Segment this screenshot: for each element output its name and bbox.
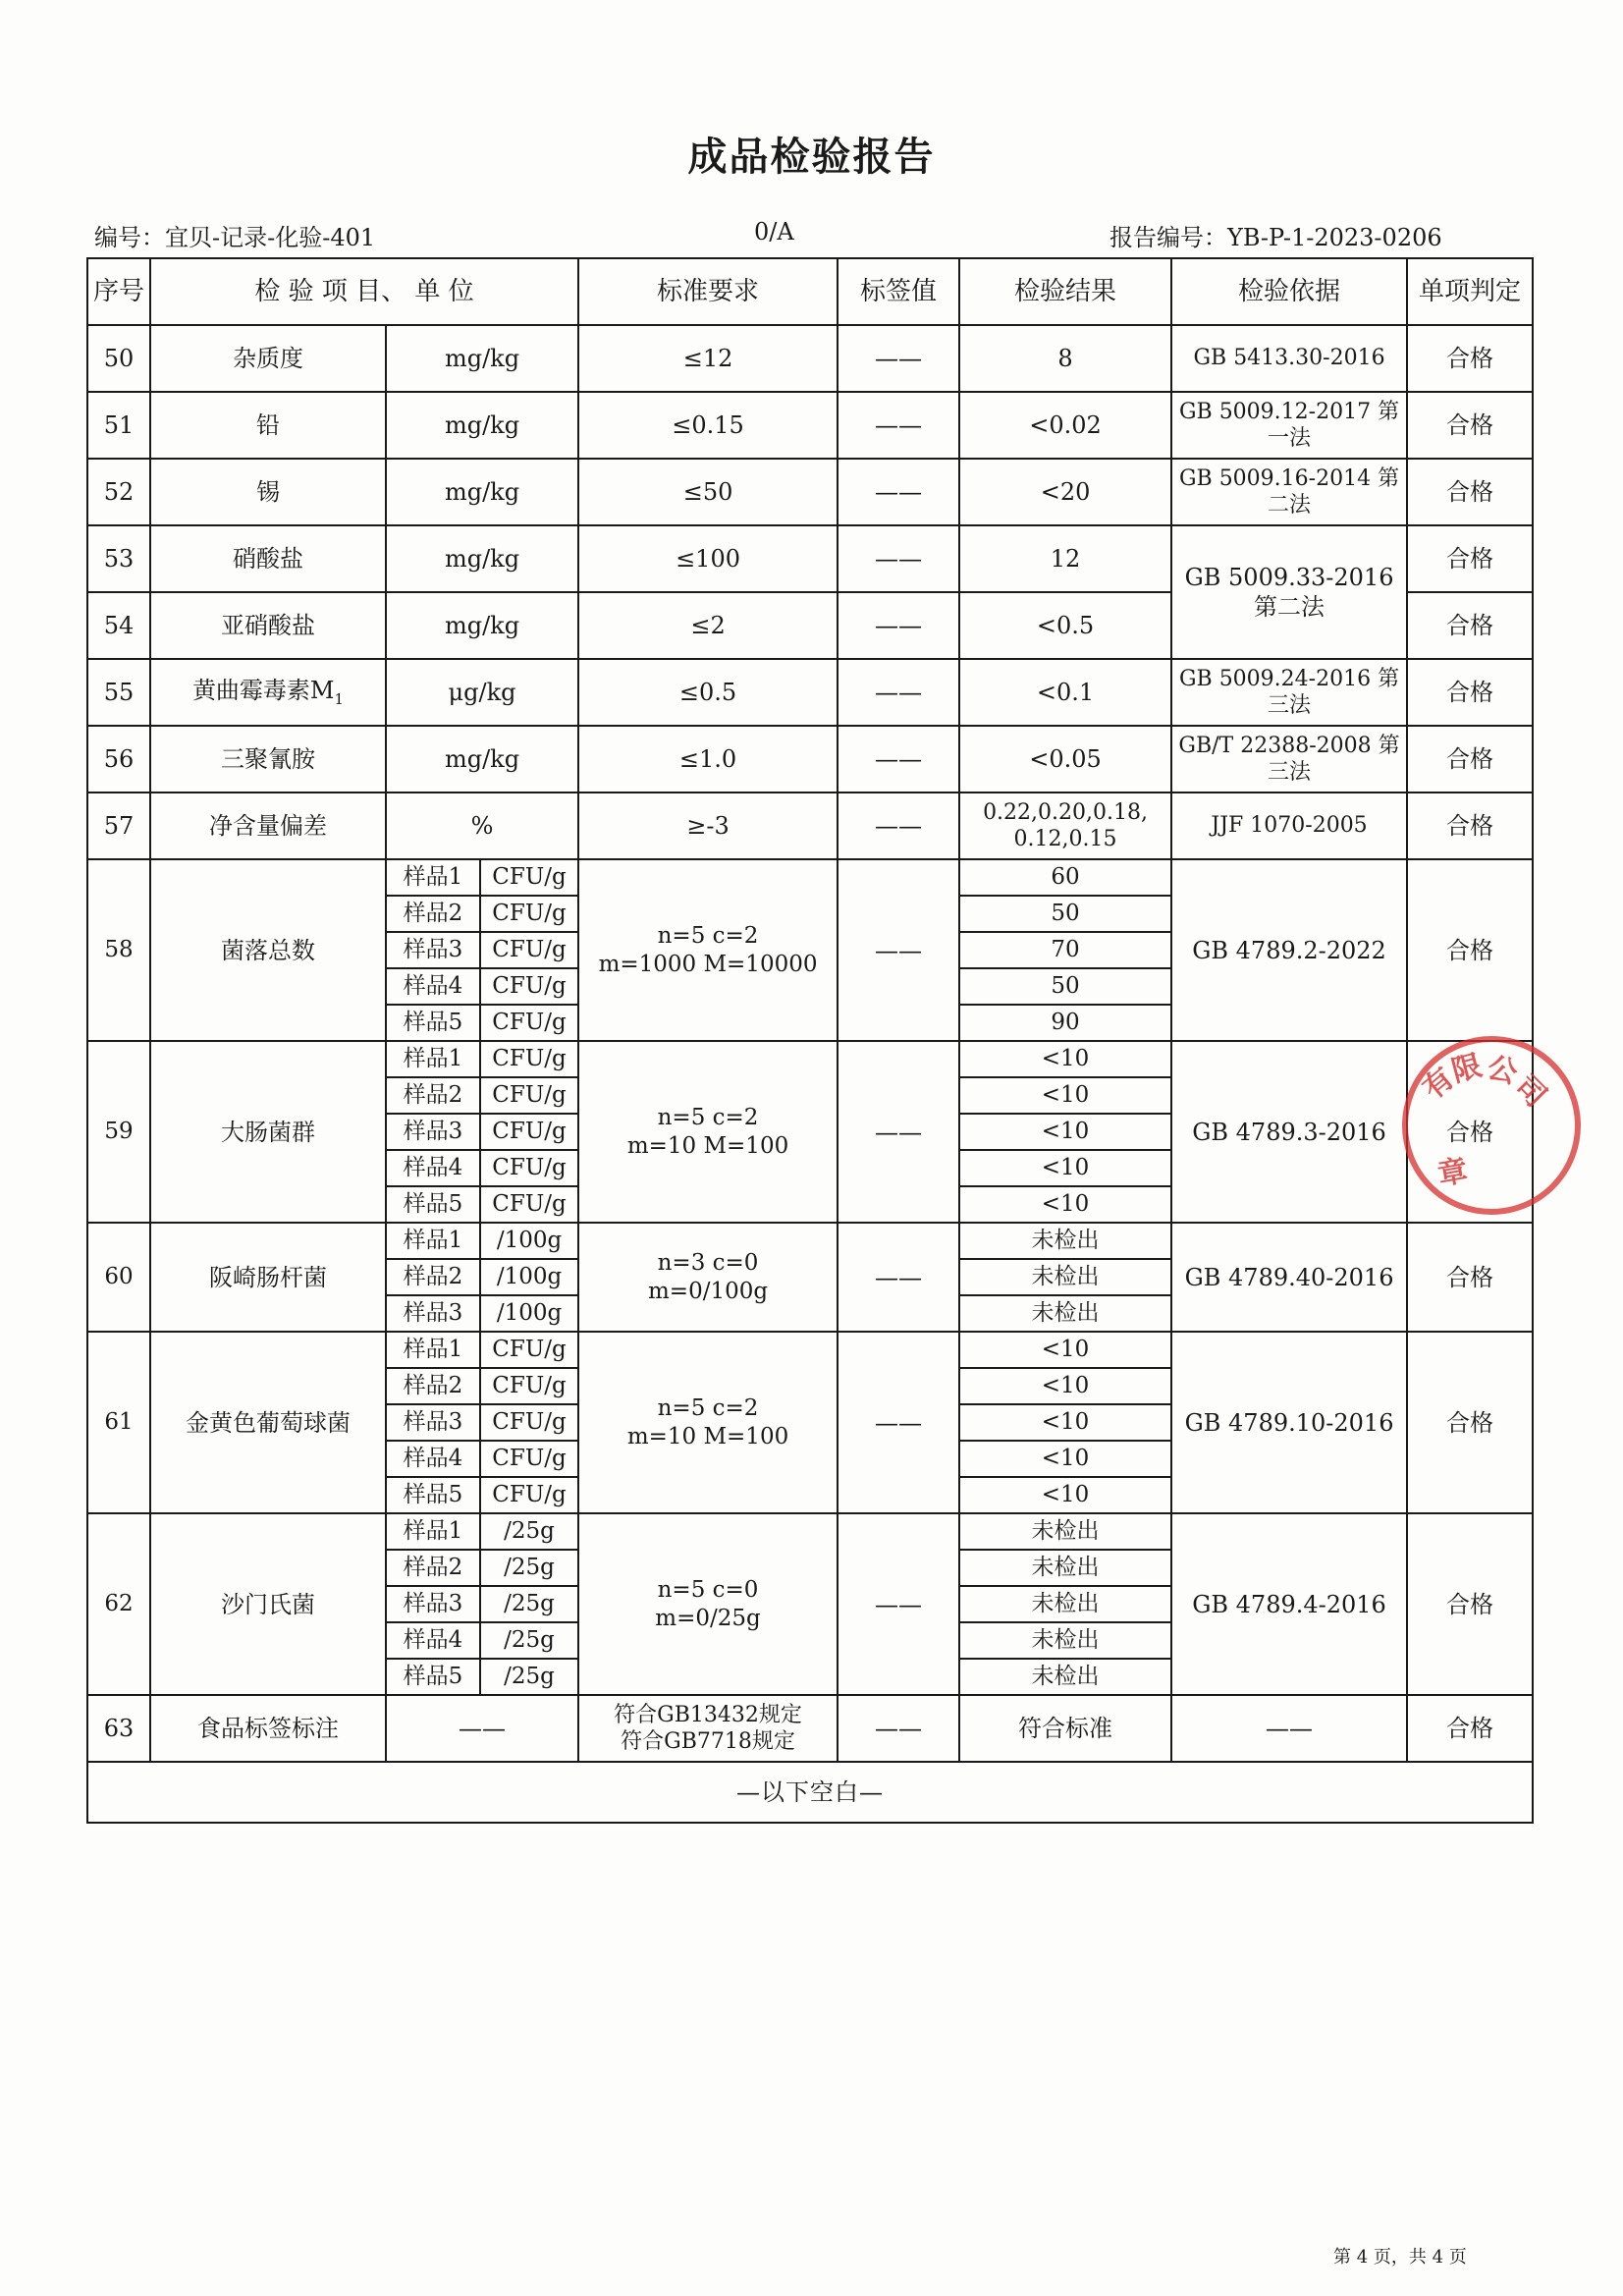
judgement: 合格: [1407, 726, 1533, 793]
sample-unit: /100g: [480, 1259, 578, 1295]
item-name: 菌落总数: [150, 859, 386, 1041]
judgement: 合格: [1407, 1332, 1533, 1513]
test-basis: GB 5009.24-2016 第三法: [1171, 659, 1407, 726]
test-result: <0.5: [959, 592, 1171, 659]
judgement: 合格: [1407, 592, 1533, 659]
sample-result: <10: [959, 1332, 1171, 1368]
sample-unit: /25g: [480, 1550, 578, 1586]
sample-name: 样品1: [386, 1513, 480, 1550]
sample-name: 样品5: [386, 1005, 480, 1041]
sample-name: 样品3: [386, 932, 480, 968]
item-name: 食品标签标注: [150, 1695, 386, 1762]
item-name: 三聚氰胺: [150, 726, 386, 793]
test-result: 8: [959, 325, 1171, 392]
label-value: ——: [838, 659, 959, 726]
sample-unit: /25g: [480, 1513, 578, 1550]
item-unit: %: [386, 793, 578, 859]
sample-unit: CFU/g: [480, 1477, 578, 1513]
judgement: 合格: [1407, 859, 1533, 1041]
table-row: [87, 659, 1533, 726]
sample-result: <10: [959, 1114, 1171, 1150]
report-title: 成品检验报告: [687, 135, 936, 180]
header-no: 序号: [87, 258, 150, 325]
table-row: [87, 1695, 1533, 1762]
test-basis: GB 4789.10-2016: [1171, 1332, 1407, 1513]
sample-unit: CFU/g: [480, 1005, 578, 1041]
test-basis: GB 5413.30-2016: [1171, 325, 1407, 392]
company-seal: 有 限 公 司 章: [1402, 1036, 1581, 1215]
blank-below-note: —以下空白—: [87, 1762, 1533, 1823]
sample-result: <10: [959, 1186, 1171, 1223]
sample-name: 样品1: [386, 859, 480, 896]
item-name: 阪崎肠杆菌: [150, 1223, 386, 1332]
row-number: 60: [87, 1223, 150, 1332]
table-row: [87, 1223, 1533, 1259]
judgement: 合格: [1407, 1513, 1533, 1695]
row-number: 50: [87, 325, 150, 392]
test-basis: GB/T 22388-2008 第三法: [1171, 726, 1407, 793]
test-basis: GB 4789.40-2016: [1171, 1223, 1407, 1332]
version-number: 0/A: [754, 218, 794, 246]
row-number: 59: [87, 1041, 150, 1223]
sample-result: <10: [959, 1150, 1171, 1186]
page-number: 第 4 页，共 4 页: [1333, 2247, 1467, 2268]
table-header-row: [87, 258, 1533, 325]
judgement: 合格: [1407, 793, 1533, 859]
test-basis: GB 5009.16-2014 第二法: [1171, 459, 1407, 525]
sample-result: 未检出: [959, 1550, 1171, 1586]
sample-name: 样品2: [386, 1368, 480, 1404]
row-number: 62: [87, 1513, 150, 1695]
sample-name: 样品1: [386, 1223, 480, 1259]
standard-requirement: n=5 c=0 m=0/25g: [578, 1513, 838, 1695]
judgement: 合格: [1407, 459, 1533, 525]
test-result: <0.05: [959, 726, 1171, 793]
label-value: ——: [838, 1223, 959, 1332]
sample-name: 样品3: [386, 1295, 480, 1332]
standard-requirement: n=5 c=2 m=10 M=100: [578, 1332, 838, 1513]
label-value: ——: [838, 793, 959, 859]
judgement: 合格: [1407, 525, 1533, 592]
standard-requirement: ≤12: [578, 325, 838, 392]
table-footer-row: [87, 1762, 1533, 1823]
standard-requirement: n=3 c=0 m=0/100g: [578, 1223, 838, 1332]
row-number: 52: [87, 459, 150, 525]
sample-unit: /25g: [480, 1586, 578, 1622]
sample-name: 样品2: [386, 1550, 480, 1586]
sample-unit: CFU/g: [480, 932, 578, 968]
sample-result: 50: [959, 968, 1171, 1005]
judgement: 合格: [1407, 659, 1533, 726]
item-unit: mg/kg: [386, 592, 578, 659]
sample-name: 样品2: [386, 896, 480, 932]
row-number: 63: [87, 1695, 150, 1762]
sample-name: 样品3: [386, 1114, 480, 1150]
test-basis: JJF 1070-2005: [1171, 793, 1407, 859]
item-name: 大肠菌群: [150, 1041, 386, 1223]
sample-result: <10: [959, 1077, 1171, 1114]
standard-requirement: ≥-3: [578, 793, 838, 859]
label-value: ——: [838, 592, 959, 659]
header-judgement: 单项判定: [1407, 258, 1533, 325]
sample-result: 未检出: [959, 1223, 1171, 1259]
sample-name: 样品1: [386, 1332, 480, 1368]
label-value: ——: [838, 1332, 959, 1513]
sample-unit: CFU/g: [480, 1441, 578, 1477]
sample-unit: /25g: [480, 1622, 578, 1659]
sample-result: 50: [959, 896, 1171, 932]
table-row: [87, 793, 1533, 859]
sample-unit: CFU/g: [480, 1186, 578, 1223]
label-value: ——: [838, 1695, 959, 1762]
item-name: 金黄色葡萄球菌: [150, 1332, 386, 1513]
sample-result: 未检出: [959, 1295, 1171, 1332]
sample-result: 70: [959, 932, 1171, 968]
test-result: <0.1: [959, 659, 1171, 726]
test-basis: GB 4789.4-2016: [1171, 1513, 1407, 1695]
sample-result: <10: [959, 1041, 1171, 1077]
sample-name: 样品3: [386, 1586, 480, 1622]
standard-requirement: ≤100: [578, 525, 838, 592]
sample-name: 样品4: [386, 1150, 480, 1186]
test-result: 12: [959, 525, 1171, 592]
header-result: 检验结果: [959, 258, 1171, 325]
table-row: [87, 1041, 1533, 1077]
sample-unit: CFU/g: [480, 1150, 578, 1186]
row-number: 58: [87, 859, 150, 1041]
row-number: 55: [87, 659, 150, 726]
sample-unit: CFU/g: [480, 859, 578, 896]
test-result: <0.02: [959, 392, 1171, 459]
sample-result: 未检出: [959, 1659, 1171, 1695]
sample-unit: CFU/g: [480, 896, 578, 932]
table-row: [87, 325, 1533, 392]
sample-unit: /100g: [480, 1223, 578, 1259]
sample-result: 未检出: [959, 1586, 1171, 1622]
test-result: <20: [959, 459, 1171, 525]
sample-unit: CFU/g: [480, 1404, 578, 1441]
sample-result: <10: [959, 1368, 1171, 1404]
test-basis: ——: [1171, 1695, 1407, 1762]
label-value: ——: [838, 859, 959, 1041]
sample-unit: CFU/g: [480, 968, 578, 1005]
row-number: 51: [87, 392, 150, 459]
sample-name: 样品3: [386, 1404, 480, 1441]
label-value: ——: [838, 325, 959, 392]
item-unit: μg/kg: [386, 659, 578, 726]
item-unit: ——: [386, 1695, 578, 1762]
label-value: ——: [838, 726, 959, 793]
table-row: [87, 459, 1533, 525]
sample-result: <10: [959, 1404, 1171, 1441]
sample-unit: CFU/g: [480, 1077, 578, 1114]
item-name: 净含量偏差: [150, 793, 386, 859]
judgement: 合格: [1407, 325, 1533, 392]
record-number: 编号：宜贝-记录-化验-401: [94, 224, 376, 251]
judgement: 合格: [1407, 1695, 1533, 1762]
sample-name: 样品1: [386, 1041, 480, 1077]
sample-unit: CFU/g: [480, 1332, 578, 1368]
header-basis: 检验依据: [1171, 258, 1407, 325]
item-name: 亚硝酸盐: [150, 592, 386, 659]
sample-name: 样品2: [386, 1077, 480, 1114]
row-number: 54: [87, 592, 150, 659]
test-result: 符合标准: [959, 1695, 1171, 1762]
label-value: ——: [838, 392, 959, 459]
standard-requirement: 符合GB13432规定 符合GB7718规定: [578, 1695, 838, 1762]
sample-unit: /100g: [480, 1295, 578, 1332]
standard-requirement: ≤2: [578, 592, 838, 659]
table-row: [87, 525, 1533, 592]
label-value: ——: [838, 459, 959, 525]
test-basis: GB 4789.3-2016: [1171, 1041, 1407, 1223]
table-row: [87, 1513, 1533, 1550]
sample-unit: /25g: [480, 1659, 578, 1695]
standard-requirement: n=5 c=2 m=10 M=100: [578, 1041, 838, 1223]
table-row: [87, 1332, 1533, 1368]
label-value: ——: [838, 1513, 959, 1695]
test-result: 0.22,0.20,0.18, 0.12,0.15: [959, 793, 1171, 859]
item-name: 沙门氏菌: [150, 1513, 386, 1695]
sample-result: 未检出: [959, 1622, 1171, 1659]
header-label-value: 标签值: [838, 258, 959, 325]
row-number: 61: [87, 1332, 150, 1513]
item-name: 铅: [150, 392, 386, 459]
test-basis: GB 5009.12-2017 第一法: [1171, 392, 1407, 459]
header-standard: 标准要求: [578, 258, 838, 325]
item-unit: mg/kg: [386, 325, 578, 392]
label-value: ——: [838, 1041, 959, 1223]
report-number: 报告编号：YB-P-1-2023-0206: [1109, 224, 1442, 251]
row-number: 53: [87, 525, 150, 592]
item-name: 硝酸盐: [150, 525, 386, 592]
test-basis: GB 4789.2-2022: [1171, 859, 1407, 1041]
test-basis: GB 5009.33-2016 第二法: [1171, 525, 1407, 659]
sample-result: <10: [959, 1441, 1171, 1477]
sample-name: 样品4: [386, 968, 480, 1005]
label-value: ——: [838, 525, 959, 592]
sample-result: 未检出: [959, 1259, 1171, 1295]
standard-requirement: ≤1.0: [578, 726, 838, 793]
standard-requirement: ≤0.5: [578, 659, 838, 726]
sample-name: 样品5: [386, 1477, 480, 1513]
sample-name: 样品5: [386, 1659, 480, 1695]
sample-unit: CFU/g: [480, 1114, 578, 1150]
judgement: 合格: [1407, 1223, 1533, 1332]
sample-name: 样品4: [386, 1441, 480, 1477]
sample-name: 样品4: [386, 1622, 480, 1659]
sample-unit: CFU/g: [480, 1368, 578, 1404]
sample-result: 未检出: [959, 1513, 1171, 1550]
inspection-table: [86, 257, 1534, 1824]
standard-requirement: ≤50: [578, 459, 838, 525]
header-item-unit: 检 验 项 目、 单 位: [150, 258, 578, 325]
row-number: 56: [87, 726, 150, 793]
table-row: [87, 726, 1533, 793]
standard-requirement: n=5 c=2 m=1000 M=10000: [578, 859, 838, 1041]
item-name: 黄曲霉毒素$M_1$: [150, 659, 386, 726]
judgement: 合格: [1407, 1041, 1533, 1223]
sample-result: <10: [959, 1477, 1171, 1513]
item-unit: mg/kg: [386, 392, 578, 459]
judgement: 合格: [1407, 392, 1533, 459]
row-number: 57: [87, 793, 150, 859]
sample-name: 样品5: [386, 1186, 480, 1223]
item-unit: mg/kg: [386, 525, 578, 592]
standard-requirement: ≤0.15: [578, 392, 838, 459]
item-name: 杂质度: [150, 325, 386, 392]
item-name: 锡: [150, 459, 386, 525]
sample-unit: CFU/g: [480, 1041, 578, 1077]
sample-name: 样品2: [386, 1259, 480, 1295]
table-row: [87, 392, 1533, 459]
item-unit: mg/kg: [386, 459, 578, 525]
sample-result: 60: [959, 859, 1171, 896]
item-unit: mg/kg: [386, 726, 578, 793]
table-row: [87, 859, 1533, 896]
sample-result: 90: [959, 1005, 1171, 1041]
